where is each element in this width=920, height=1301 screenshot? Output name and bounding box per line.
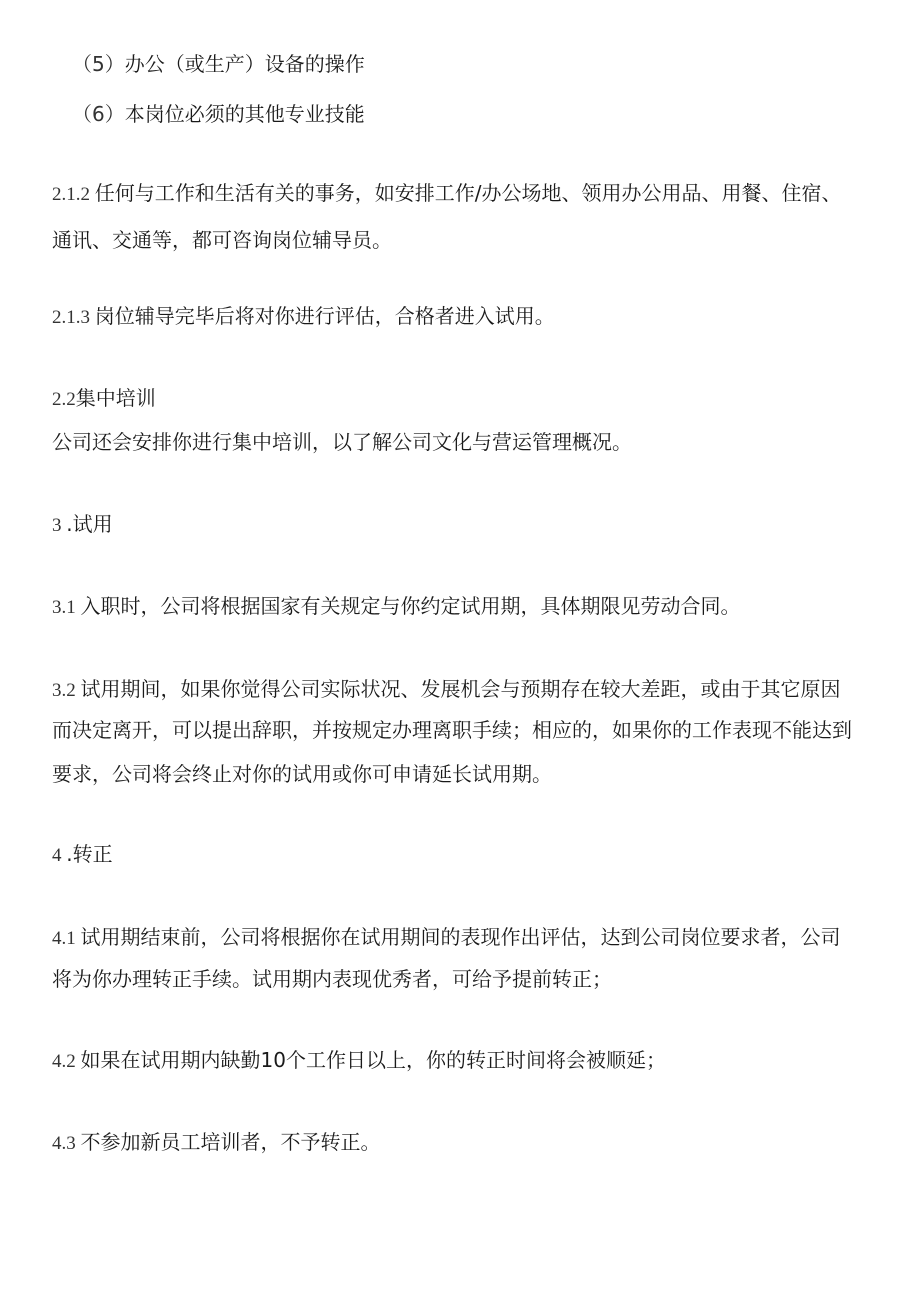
- paragraph-text: 试用期间，如果你觉得公司实际状况、发展机会与预期存在较大差距，或由于其它原因: [80, 677, 841, 701]
- paragraph-text: 不参加新员工培训者，不予转正。: [80, 1130, 381, 1154]
- section-3-2-line1: [52, 677, 841, 703]
- section-number: 2.1.2: [52, 184, 95, 205]
- section-number: 4.3: [52, 1133, 81, 1154]
- section-number: 4.2: [52, 1051, 81, 1072]
- section-number: 2.1.3: [52, 307, 95, 328]
- section-2-1-2-line1: [52, 181, 842, 207]
- section-3-1: [52, 594, 741, 620]
- section-number: 3: [52, 515, 67, 536]
- section-3-heading: [52, 512, 113, 538]
- item-text: 本岗位必须的其他专业技能: [124, 102, 365, 126]
- section-number: 2.2: [52, 389, 76, 410]
- paragraph-text: 将为你办理转正手续。试用期内表现优秀者，可给予提前转正；: [52, 967, 612, 991]
- section-4-2: [52, 1048, 666, 1074]
- section-3-2-line2: [52, 718, 852, 742]
- paragraph-text: 如果在试用期内缺勤10个工作日以上，你的转正时间将会被顺延；: [80, 1048, 666, 1072]
- section-4-1-line1: [52, 925, 841, 951]
- section-3-2-line3: [52, 762, 552, 786]
- paragraph-text: 通讯、交通等，都可咨询岗位辅导员。: [52, 228, 392, 252]
- section-title: .试用: [66, 512, 113, 536]
- paragraph-text: 试用期结束前，公司将根据你在试用期间的表现作出评估，达到公司岗位要求者，公司: [80, 925, 841, 949]
- paragraph-text: 要求，公司将会终止对你的试用或你可申请延长试用期。: [52, 762, 552, 786]
- section-4-heading: [52, 842, 113, 868]
- list-item-6: [72, 102, 365, 126]
- item-text: 办公（或生产）设备的操作: [124, 52, 365, 76]
- section-title: .转正: [66, 842, 113, 866]
- paragraph-text: 公司还会安排你进行集中培训，以了解公司文化与营运管理概况。: [52, 430, 632, 454]
- paragraph-text: 岗位辅导完毕后将对你进行评估，合格者进入试用。: [94, 304, 555, 328]
- section-2-2-heading: [52, 386, 156, 412]
- list-item-5: [72, 52, 365, 76]
- section-4-3: [52, 1130, 381, 1156]
- section-2-1-3: [52, 304, 555, 330]
- section-title: 集中培训: [75, 386, 156, 410]
- paragraph-text: 而决定离开，可以提出辞职，并按规定办理离职手续；相应的，如果你的工作表现不能达到: [52, 718, 852, 742]
- section-number: 3.2: [52, 680, 81, 701]
- section-2-1-2-line2: [52, 228, 392, 252]
- item-number: （6）: [72, 102, 125, 126]
- paragraph-text: 入职时，公司将根据国家有关规定与你约定试用期，具体期限见劳动合同。: [80, 594, 741, 618]
- item-number: （5）: [72, 52, 125, 76]
- section-number: 3.1: [52, 597, 81, 618]
- section-4-1-line2: [52, 967, 612, 991]
- paragraph-text: 任何与工作和生活有关的事务，如安排工作/办公场地、领用办公用品、用餐、住宿、: [94, 181, 842, 205]
- section-number: 4: [52, 845, 67, 866]
- section-number: 4.1: [52, 928, 81, 949]
- section-2-2-body: [52, 430, 632, 454]
